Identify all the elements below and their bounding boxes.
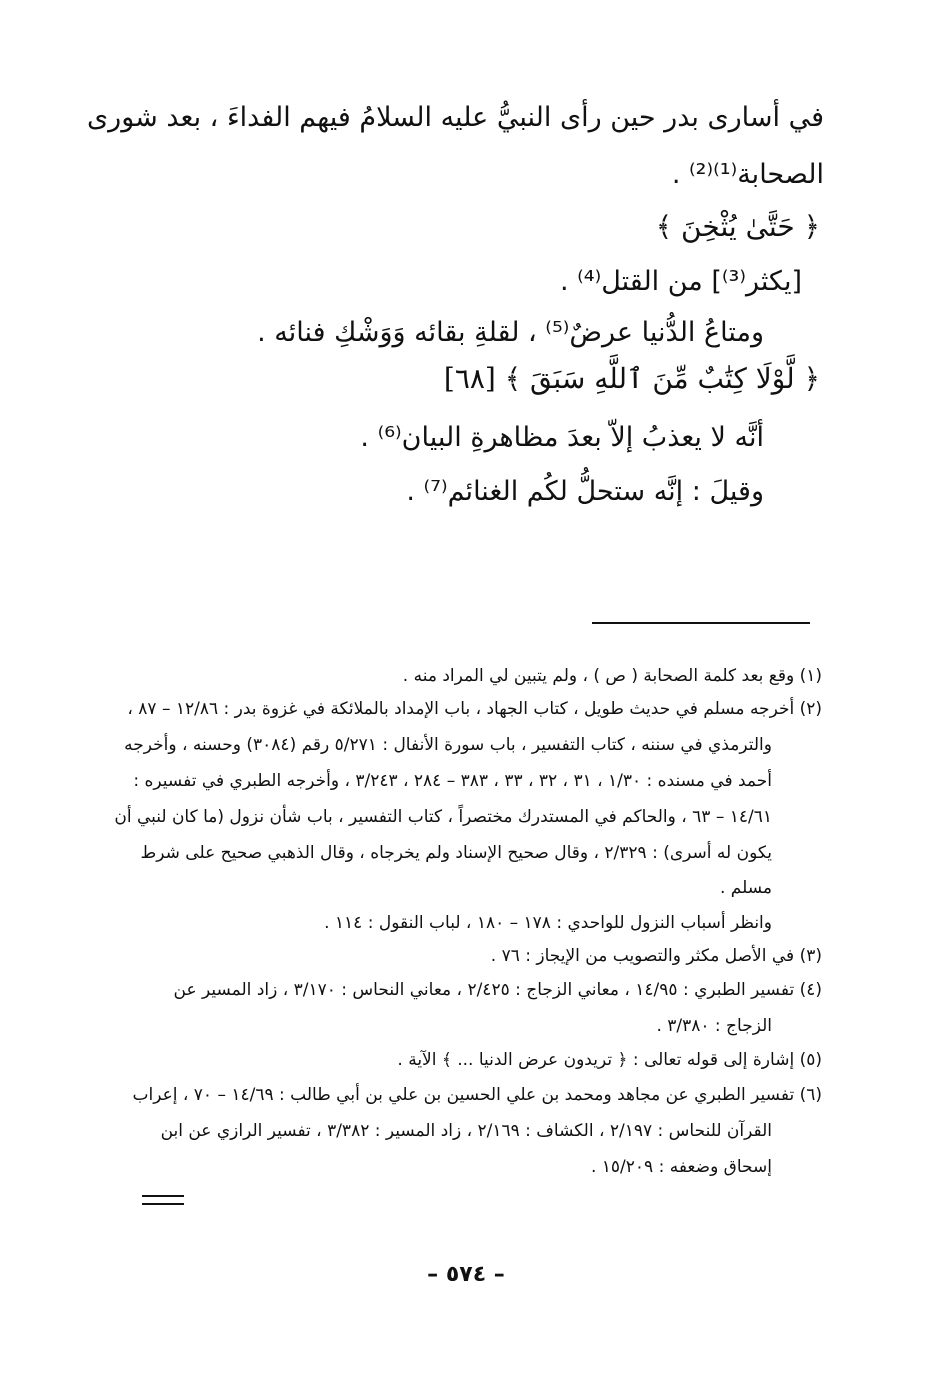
explanation-line-4: وقيلَ : إنَّه ستحلُّ لكُم الغنائم⁽⁷⁾ . xyxy=(406,476,764,507)
explanation-line-3: أنَّه لا يعذبُ إلاّ بعدَ مظاهرةِ البيان⁽⁶⁾ . xyxy=(360,422,764,453)
footnote-1: (١) وقع بعد كلمة الصحابة ( ص ) ، ولم يتبين لي المراد منه . xyxy=(402,666,822,686)
footnote-4-line-2: الزجاج : ٣/٣٨٠ . xyxy=(656,1016,772,1036)
quran-verse-2: ﴿ لَّوْلَا كِتَٰبٌ مِّنَ ٱللَّهِ سَبَقَ ﴾ [٦٨] xyxy=(443,362,820,395)
footnote-5: (٥) إشارة إلى قوله تعالى : ﴿ تريدون عرض الدنيا ... ﴾ الآية . xyxy=(397,1050,822,1070)
footnote-2-line-5: يكون له أسرى) : ٢/٣٢٩ ، وقال صحيح الإسناد ولم يخرجاه ، وقال الذهبي صحيح على شرط xyxy=(140,843,772,863)
footnote-2-line-1: (٢) أخرجه مسلم في حديث طويل ، كتاب الجهاد ، باب الإمداد بالملائكة في غزوة بدر : ١٢/٨٦ – ٨٧ ، xyxy=(127,699,822,719)
footnote-4-line-1: (٤) تفسير الطبري : ١٤/٩٥ ، معاني الزجاج : ٢/٤٢٥ ، معاني النحاس : ٣/١٧٠ ، زاد المسير عن xyxy=(173,980,822,1000)
footnote-6-line-2: القرآن للنحاس : ٢/١٩٧ ، الكشاف : ٢/١٦٩ ، زاد المسير : ٣/٣٨٢ ، تفسير الرازي عن ابن xyxy=(160,1121,772,1141)
footnote-2-line-4: ١٤/٦١ – ٦٣ ، والحاكم في المستدرك مختصراً ، كتاب التفسير ، باب شأن نزول (ما كان لنبي أن xyxy=(114,807,772,827)
explanation-line-2: ومتاعُ الدُّنيا عرضٌ⁽⁵⁾ ، لقلةِ بقائه وَوَشْكِ فنائه . xyxy=(257,317,764,348)
explanation-line-1: [يكثر⁽³⁾] من القتل⁽⁴⁾ . xyxy=(559,266,802,297)
footnote-separator xyxy=(592,622,810,624)
main-text-line-2: الصحابة⁽¹⁾⁽²⁾ . xyxy=(671,159,824,190)
footnote-6-line-3: إسحاق وضعفه : ١٥/٢٠٩ . xyxy=(590,1157,772,1177)
footnote-6-line-1: (٦) تفسير الطبري عن مجاهد ومحمد بن علي الحسين بن علي بن أبي طالب : ١٤/٦٩ – ٧٠ ، إعراب xyxy=(132,1085,822,1105)
main-text-line-1: في أسارى بدر حين رأى النبيُّ عليه السلامُ فيهم الفداءَ ، بعد شورى xyxy=(87,102,824,133)
footnote-3: (٣) في الأصل مكثر والتصويب من الإيجاز : ٧٦ . xyxy=(490,946,822,966)
footnote-2-line-6: مسلم . xyxy=(719,878,772,898)
page-number: – ٥٧٤ – xyxy=(427,1262,505,1287)
footnote-2-line-2: والترمذي في سننه ، كتاب التفسير ، باب سورة الأنفال : ٥/٢٧١ رقم (٣٠٨٤) وحسنه ، وأخرجه xyxy=(124,735,772,755)
footnote-2-line-3: أحمد في مسنده : ١/٣٠ ، ٣١ ، ٣٢ ، ٣٣ ، ٣٨٣ – ٢٨٤ ، ٣/٢٤٣ ، وأخرجه الطبري في تفسيره : xyxy=(133,771,772,791)
end-mark xyxy=(142,1195,184,1205)
quran-verse-1: ﴿ حَتَّىٰ يُثْخِنَ ﴾ xyxy=(655,210,820,243)
footnote-2-line-7: وانظر أسباب النزول للواحدي : ١٧٨ – ١٨٠ ، لباب النقول : ١١٤ . xyxy=(324,913,772,933)
